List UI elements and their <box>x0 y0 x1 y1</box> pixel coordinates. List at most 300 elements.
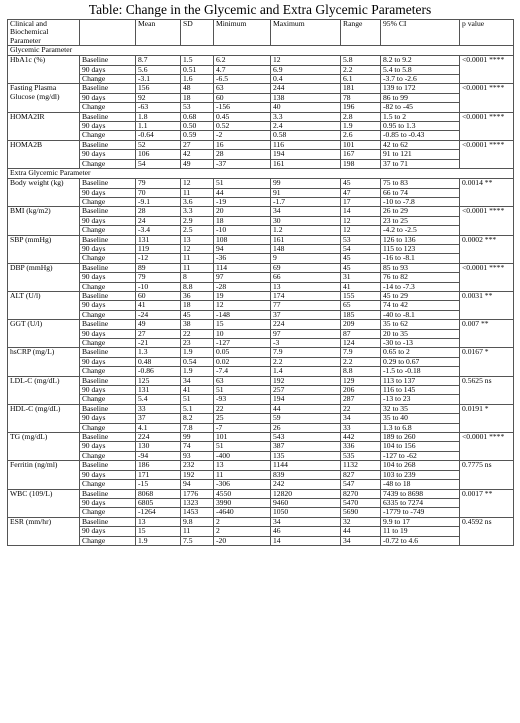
value-cell: 0.59 <box>181 131 214 140</box>
value-cell: 1.6 <box>181 75 214 84</box>
timepoint-label: Change <box>80 282 136 291</box>
value-cell: 51 <box>214 386 271 395</box>
p-value: 0.4592 ns <box>460 517 514 545</box>
value-cell: 167 <box>341 150 381 159</box>
table-row <box>8 131 514 140</box>
value-cell: 30 <box>271 216 341 225</box>
table-row <box>8 367 514 376</box>
timepoint-label: Baseline <box>80 56 136 65</box>
value-cell: 161 <box>271 159 341 168</box>
timepoint-label: Baseline <box>80 320 136 329</box>
value-cell: -1264 <box>136 508 181 517</box>
table-row <box>8 65 514 74</box>
table-row <box>8 348 514 357</box>
value-cell: 232 <box>181 461 214 470</box>
table-row <box>8 329 514 338</box>
table-row <box>8 207 514 216</box>
parameter-name: HOMA2B <box>8 140 80 168</box>
value-cell: -3.4 <box>136 226 181 235</box>
p-value: <0.0001 **** <box>460 140 514 168</box>
header-cell: p value <box>460 20 514 46</box>
timepoint-label: Baseline <box>80 348 136 357</box>
table-row <box>8 357 514 366</box>
value-cell: 46 <box>271 527 341 536</box>
value-cell: 33 <box>341 423 381 432</box>
parameter-name: HbA1c (%) <box>8 56 80 84</box>
value-cell: -13 to 23 <box>381 395 460 404</box>
p-value: <0.0001 **** <box>460 56 514 84</box>
value-cell: 0.95 to 1.3 <box>381 122 460 131</box>
p-value: 0.5625 ns <box>460 376 514 404</box>
table-row <box>8 197 514 206</box>
value-cell: 6.1 <box>341 75 381 84</box>
timepoint-label: Baseline <box>80 376 136 385</box>
value-cell: 0.45 <box>214 112 271 121</box>
value-cell: 45 to 29 <box>381 291 460 300</box>
value-cell: 2 <box>214 517 271 526</box>
timepoint-label: 90 days <box>80 244 136 253</box>
value-cell: 35 to 40 <box>381 414 460 423</box>
value-cell: 1776 <box>181 489 214 498</box>
parameter-name: DBP (mmHg) <box>8 263 80 291</box>
value-cell: 74 to 42 <box>381 301 460 310</box>
table-row <box>8 235 514 244</box>
value-cell: 32 to 35 <box>381 404 460 413</box>
parameter-name: Fasting Plasma Glucose (mg/dl) <box>8 84 80 112</box>
value-cell: 11 <box>214 470 271 479</box>
value-cell: -0.64 <box>136 131 181 140</box>
section-title: Extra Glycemic Parameter <box>8 169 514 179</box>
value-cell: 101 <box>341 140 381 149</box>
value-cell: -36 <box>214 254 271 263</box>
value-cell: -4640 <box>214 508 271 517</box>
value-cell: -1779 to -749 <box>381 508 460 517</box>
value-cell: 174 <box>271 291 341 300</box>
value-cell: 1.5 to 2 <box>381 112 460 121</box>
p-value: 0.7775 ns <box>460 461 514 489</box>
value-cell: 1.4 <box>271 367 341 376</box>
value-cell: 1.1 <box>136 122 181 131</box>
value-cell: 1144 <box>271 461 341 470</box>
table-row <box>8 470 514 479</box>
timepoint-label: 90 days <box>80 329 136 338</box>
timepoint-label: Baseline <box>80 433 136 442</box>
value-cell: -82 to -45 <box>381 103 460 112</box>
value-cell: 6805 <box>136 498 181 507</box>
value-cell: 3.6 <box>181 197 214 206</box>
value-cell: 45 <box>341 263 381 272</box>
value-cell: -4.2 to -2.5 <box>381 226 460 235</box>
value-cell: 1.3 <box>136 348 181 357</box>
value-cell: 3990 <box>214 498 271 507</box>
timepoint-label: Baseline <box>80 140 136 149</box>
timepoint-label: 90 days <box>80 357 136 366</box>
value-cell: 25 <box>214 414 271 423</box>
value-cell: 0.51 <box>181 65 214 74</box>
value-cell: 1132 <box>341 461 381 470</box>
value-cell: 0.29 to 0.67 <box>381 357 460 366</box>
value-cell: 19 <box>214 291 271 300</box>
table-row <box>8 291 514 300</box>
value-cell: 35 to 62 <box>381 320 460 329</box>
value-cell: 0.02 <box>214 357 271 366</box>
timepoint-label: Change <box>80 451 136 460</box>
value-cell: 0.65 to 2 <box>381 348 460 357</box>
value-cell: -156 <box>214 103 271 112</box>
table-row <box>8 451 514 460</box>
value-cell: 1.9 <box>181 367 214 376</box>
value-cell: 66 to 74 <box>381 188 460 197</box>
value-cell: 9.9 to 17 <box>381 517 460 526</box>
table-row <box>8 339 514 348</box>
value-cell: 535 <box>341 451 381 460</box>
value-cell: -21 <box>136 339 181 348</box>
value-cell: 194 <box>271 150 341 159</box>
value-cell: 257 <box>271 386 341 395</box>
value-cell: 196 <box>341 103 381 112</box>
value-cell: 22 <box>214 404 271 413</box>
value-cell: 34 <box>341 414 381 423</box>
value-cell: -37 <box>214 159 271 168</box>
value-cell: 5.4 <box>136 395 181 404</box>
value-cell: 77 <box>271 301 341 310</box>
value-cell: 8270 <box>341 489 381 498</box>
value-cell: -40 to -8.1 <box>381 310 460 319</box>
value-cell: 6.9 <box>271 65 341 74</box>
table-row <box>8 414 514 423</box>
value-cell: 103 to 239 <box>381 470 460 479</box>
value-cell: 45 <box>181 310 214 319</box>
table-row <box>8 376 514 385</box>
timepoint-label: Change <box>80 197 136 206</box>
value-cell: 41 <box>181 386 214 395</box>
value-cell: -3.1 <box>136 75 181 84</box>
value-cell: -127 to -62 <box>381 451 460 460</box>
value-cell: 0.48 <box>136 357 181 366</box>
table-row <box>8 150 514 159</box>
value-cell: 126 to 136 <box>381 235 460 244</box>
value-cell: 7.8 <box>181 423 214 432</box>
table-row <box>8 301 514 310</box>
value-cell: 125 <box>136 376 181 385</box>
value-cell: -9.1 <box>136 197 181 206</box>
value-cell: 2.6 <box>341 131 381 140</box>
timepoint-label: Baseline <box>80 404 136 413</box>
value-cell: 9 <box>271 254 341 263</box>
value-cell: 20 <box>214 207 271 216</box>
value-cell: 47 <box>341 188 381 197</box>
timepoint-label: 90 days <box>80 122 136 131</box>
value-cell: 1.3 to 6.8 <box>381 423 460 432</box>
table-row <box>8 188 514 197</box>
p-value: <0.0001 **** <box>460 207 514 235</box>
value-cell: 13 <box>181 235 214 244</box>
value-cell: 86 to 99 <box>381 93 460 102</box>
value-cell: 51 <box>214 179 271 188</box>
value-cell: 78 <box>341 93 381 102</box>
table-row <box>8 122 514 131</box>
value-cell: 9460 <box>271 498 341 507</box>
timepoint-label: Change <box>80 339 136 348</box>
value-cell: 1.9 <box>136 536 181 545</box>
p-value: 0.0014 ** <box>460 179 514 207</box>
header-row <box>8 20 514 46</box>
value-cell: 4.7 <box>214 65 271 74</box>
value-cell: 66 <box>271 273 341 282</box>
section-row <box>8 169 514 179</box>
value-cell: 92 <box>136 93 181 102</box>
value-cell: 34 <box>341 536 381 545</box>
table-row <box>8 489 514 498</box>
value-cell: -10 to -7.8 <box>381 197 460 206</box>
table-row <box>8 527 514 536</box>
value-cell: -127 <box>214 339 271 348</box>
value-cell: 130 <box>136 442 181 451</box>
value-cell: -48 to 18 <box>381 480 460 489</box>
timepoint-label: 90 days <box>80 216 136 225</box>
p-value: 0.0002 *** <box>460 235 514 263</box>
value-cell: 4550 <box>214 489 271 498</box>
timepoint-label: Change <box>80 423 136 432</box>
value-cell: 189 to 260 <box>381 433 460 442</box>
timepoint-label: 90 days <box>80 301 136 310</box>
timepoint-label: Baseline <box>80 207 136 216</box>
table-row <box>8 179 514 188</box>
value-cell: 59 <box>271 414 341 423</box>
table-body <box>8 46 514 546</box>
value-cell: 18 <box>214 216 271 225</box>
value-cell: 7.9 <box>271 348 341 357</box>
value-cell: 8.7 <box>136 56 181 65</box>
table-row <box>8 263 514 272</box>
value-cell: 129 <box>341 376 381 385</box>
value-cell: -20 <box>214 536 271 545</box>
p-value: <0.0001 **** <box>460 84 514 112</box>
value-cell: 40 <box>271 103 341 112</box>
value-cell: 79 <box>136 179 181 188</box>
value-cell: 94 <box>214 244 271 253</box>
value-cell: 2 <box>214 527 271 536</box>
value-cell: 12 <box>341 216 381 225</box>
parameter-name: GGT (U/l) <box>8 320 80 348</box>
value-cell: 11 <box>181 527 214 536</box>
table-row <box>8 84 514 93</box>
value-cell: 104 to 268 <box>381 461 460 470</box>
value-cell: 51 <box>214 442 271 451</box>
value-cell: 106 <box>136 150 181 159</box>
value-cell: -93 <box>214 395 271 404</box>
value-cell: 26 <box>271 423 341 432</box>
value-cell: 224 <box>271 320 341 329</box>
table-row <box>8 93 514 102</box>
p-value: 0.0191 * <box>460 404 514 432</box>
value-cell: 15 <box>214 320 271 329</box>
value-cell: 0.52 <box>214 122 271 131</box>
table-row <box>8 75 514 84</box>
table-row <box>8 159 514 168</box>
value-cell: 5.1 <box>181 404 214 413</box>
timepoint-label: 90 days <box>80 442 136 451</box>
table-row <box>8 320 514 329</box>
value-cell: -0.86 <box>136 367 181 376</box>
value-cell: 23 to 25 <box>381 216 460 225</box>
value-cell: 8068 <box>136 489 181 498</box>
value-cell: 4.1 <box>136 423 181 432</box>
value-cell: -7.4 <box>214 367 271 376</box>
value-cell: 543 <box>271 433 341 442</box>
value-cell: -2 <box>214 131 271 140</box>
value-cell: 63 <box>214 84 271 93</box>
value-cell: 7439 to 8698 <box>381 489 460 498</box>
table-row <box>8 442 514 451</box>
value-cell: 10 <box>214 329 271 338</box>
value-cell: 6335 to 7274 <box>381 498 460 507</box>
table-row <box>8 498 514 507</box>
timepoint-label: 90 days <box>80 150 136 159</box>
timepoint-label: Baseline <box>80 84 136 93</box>
value-cell: 15 <box>136 527 181 536</box>
value-cell: 34 <box>271 207 341 216</box>
value-cell: 32 <box>341 517 381 526</box>
timepoint-label: 90 days <box>80 386 136 395</box>
value-cell: 17 <box>341 197 381 206</box>
section-row <box>8 46 514 56</box>
value-cell: 839 <box>271 470 341 479</box>
value-cell: -94 <box>136 451 181 460</box>
value-cell: 45 <box>341 254 381 263</box>
value-cell: 1.2 <box>271 226 341 235</box>
value-cell: 93 <box>181 451 214 460</box>
value-cell: 44 <box>341 527 381 536</box>
timepoint-label: Baseline <box>80 489 136 498</box>
value-cell: 1.5 <box>181 56 214 65</box>
value-cell: 41 <box>341 282 381 291</box>
value-cell: -16 to -8.1 <box>381 254 460 263</box>
value-cell: 0.54 <box>181 357 214 366</box>
value-cell: 51 <box>181 395 214 404</box>
value-cell: 0.68 <box>181 112 214 121</box>
value-cell: 2.2 <box>341 357 381 366</box>
header-cell: Maximum <box>271 20 341 46</box>
value-cell: 0.50 <box>181 122 214 131</box>
value-cell: 155 <box>341 291 381 300</box>
table-row <box>8 404 514 413</box>
timepoint-label: Baseline <box>80 517 136 526</box>
value-cell: 3.3 <box>181 207 214 216</box>
value-cell: -306 <box>214 480 271 489</box>
timepoint-label: Change <box>80 480 136 489</box>
value-cell: 12 <box>181 244 214 253</box>
timepoint-label: 90 days <box>80 273 136 282</box>
value-cell: 22 <box>341 404 381 413</box>
value-cell: 6.2 <box>214 56 271 65</box>
parameter-name: SBP (mmHg) <box>8 235 80 263</box>
value-cell: 27 <box>136 329 181 338</box>
timepoint-label: Change <box>80 131 136 140</box>
p-value: <0.0001 **** <box>460 112 514 140</box>
timepoint-label: 90 days <box>80 498 136 507</box>
table-row <box>8 536 514 545</box>
value-cell: 827 <box>341 470 381 479</box>
value-cell: 113 to 137 <box>381 376 460 385</box>
value-cell: 2.8 <box>341 112 381 121</box>
value-cell: 52 <box>136 140 181 149</box>
value-cell: 116 <box>271 140 341 149</box>
value-cell: 99 <box>271 179 341 188</box>
value-cell: 97 <box>271 329 341 338</box>
value-cell: 41 <box>136 301 181 310</box>
value-cell: -28 <box>214 282 271 291</box>
value-cell: 224 <box>136 433 181 442</box>
value-cell: 7.9 <box>341 348 381 357</box>
value-cell: 45 <box>341 179 381 188</box>
table-row <box>8 112 514 121</box>
timepoint-label: Change <box>80 159 136 168</box>
p-value: 0.0017 ** <box>460 489 514 517</box>
parameter-name: TG (mg/dL) <box>8 433 80 461</box>
value-cell: 26 to 29 <box>381 207 460 216</box>
header-cell: Minimum <box>214 20 271 46</box>
table-row <box>8 216 514 225</box>
value-cell: -12 <box>136 254 181 263</box>
value-cell: 206 <box>341 386 381 395</box>
value-cell: 139 to 172 <box>381 84 460 93</box>
timepoint-label: Change <box>80 508 136 517</box>
value-cell: 131 <box>136 386 181 395</box>
section-title: Glycemic Parameter <box>8 46 514 56</box>
value-cell: 11 <box>181 263 214 272</box>
value-cell: 18 <box>181 93 214 102</box>
timepoint-label: 90 days <box>80 527 136 536</box>
value-cell: 209 <box>341 320 381 329</box>
value-cell: 5690 <box>341 508 381 517</box>
value-cell: -1.7 <box>271 197 341 206</box>
table-row <box>8 423 514 432</box>
parameter-name: hsCRP (mg/L) <box>8 348 80 376</box>
value-cell: 12 <box>341 226 381 235</box>
table-row <box>8 480 514 489</box>
value-cell: 12 <box>214 301 271 310</box>
value-cell: 69 <box>271 263 341 272</box>
table-row <box>8 395 514 404</box>
value-cell: 8.2 <box>181 414 214 423</box>
timepoint-label: Baseline <box>80 461 136 470</box>
timepoint-label: Change <box>80 103 136 112</box>
timepoint-label: Baseline <box>80 235 136 244</box>
value-cell: 60 <box>136 291 181 300</box>
value-cell: -19 <box>214 197 271 206</box>
value-cell: 36 <box>181 291 214 300</box>
header-cell: Mean <box>136 20 181 46</box>
timepoint-label: Baseline <box>80 179 136 188</box>
value-cell: 42 to 62 <box>381 140 460 149</box>
value-cell: 131 <box>136 235 181 244</box>
value-cell: 11 <box>181 254 214 263</box>
value-cell: 53 <box>341 235 381 244</box>
table-row <box>8 226 514 235</box>
timepoint-label: Change <box>80 254 136 263</box>
value-cell: 0.4 <box>271 75 341 84</box>
parameter-name: LDL-C (mg/dL) <box>8 376 80 404</box>
value-cell: 547 <box>341 480 381 489</box>
value-cell: -14 to -7.3 <box>381 282 460 291</box>
parameter-name: HOMA2IR <box>8 112 80 140</box>
timepoint-label: Baseline <box>80 263 136 272</box>
value-cell: 54 <box>341 244 381 253</box>
value-cell: 14 <box>271 536 341 545</box>
value-cell: 0.58 <box>271 131 341 140</box>
p-value: 0.007 ** <box>460 320 514 348</box>
